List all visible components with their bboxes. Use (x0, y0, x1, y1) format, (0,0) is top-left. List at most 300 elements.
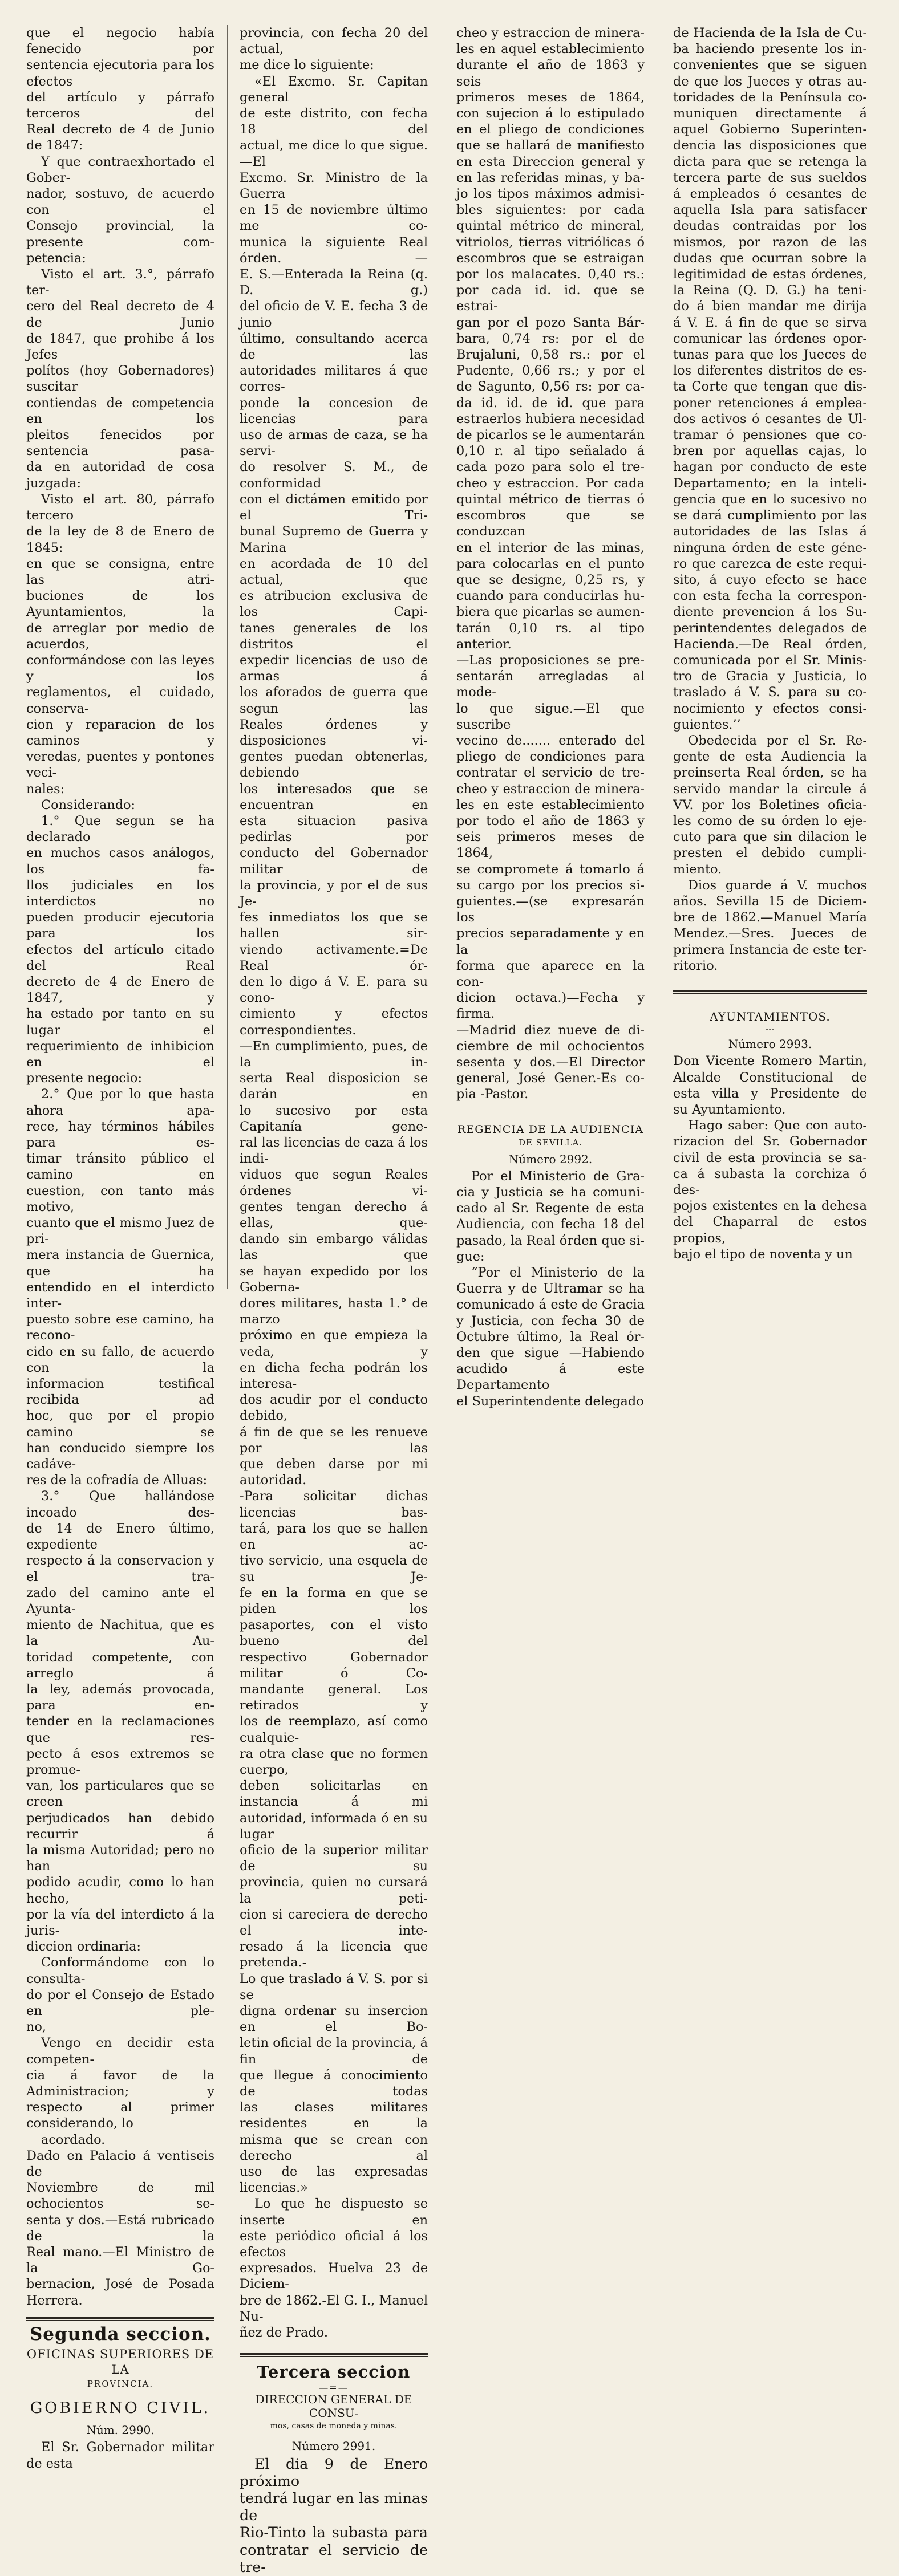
ayuntamiento-text (673, 1053, 867, 1262)
text-line: lo que sigue.—El que suscribe (456, 701, 645, 732)
text-line: tarán 0,10 rs. al tipo anterior. (456, 620, 645, 652)
text-line: 1.° Que segun se ha declarado (26, 813, 214, 845)
text-line: Visto el art. 3.°, párrafo ter- (26, 267, 214, 298)
text-line: viendo activamente.=De Real ór- (240, 942, 428, 973)
text-line: precios separadamente y en la (456, 926, 645, 957)
text-line: les como de su órden lo eje- (673, 813, 867, 828)
text-line: les en aquel establecimiento (456, 42, 645, 57)
text-line: que se hallará de manifiesto (456, 138, 645, 153)
office-heading: OFICINAS SUPERIORES DE LA (26, 2347, 214, 2377)
text-line: Alcalde Constitucional de (673, 1070, 867, 1085)
text-line: expedir licencias de uso de armas á (240, 652, 428, 684)
text-line: efectos del artículo citado del Real (26, 942, 214, 973)
real-orden-text (673, 25, 867, 974)
text-line: sesenta y dos.—El Director (456, 1055, 645, 1070)
text-line: años. Sevilla 15 de Diciem- (673, 893, 867, 909)
column-2 (240, 25, 428, 2576)
subasta-continuation (456, 25, 645, 1103)
text-line: res de la cofradía de Alluas: (26, 1473, 208, 1488)
column-1 (26, 25, 214, 2472)
text-line: pasado, la Real órden que si- (456, 1233, 645, 1248)
text-line: tramar ó pensiones que co- (673, 428, 867, 443)
text-line: 0,10 r. al tipo señalado á (456, 444, 645, 459)
text-line: no, (26, 2020, 47, 2035)
text-line: esta villa y Presidente de (673, 1086, 867, 1101)
text-line: entendido en el interdicto inter- (26, 1279, 214, 1311)
column-rule (227, 25, 228, 1289)
text-line: —Las proposiciones se pre- (456, 652, 645, 668)
text-line: bre de 1862.—Manuel María (673, 910, 867, 925)
text-line: Vengo en decidir esta competen- (26, 2035, 214, 2067)
text-line: la ley, además provocada, para en- (26, 1681, 214, 1713)
direccion-heading-sub: mos, casas de moneda y minas. (270, 2421, 398, 2431)
text-line: á empleados ó cesantes de (673, 186, 867, 202)
text-line: respecto á la conservacion y el tra- (26, 1553, 214, 1584)
text-line: miento. (673, 862, 722, 877)
text-line: ponde la concesion de licencias para (240, 395, 428, 426)
text-line: fe en la forma en que se piden los (240, 1585, 428, 1616)
text-line: da en autoridad de cosa juzgada: (26, 460, 214, 491)
text-line: respecto al primer considerando, lo (26, 2100, 214, 2131)
text-line: viduos que segun Reales órdenes vi- (240, 1167, 428, 1198)
text-line: de este distrito, con fecha 18 del (240, 106, 428, 137)
text-line: autoridades de las Islas á (673, 524, 867, 539)
gobierno-civil-heading: GOBIERNO CIVIL. (30, 2399, 211, 2417)
text-line: con sujecion á lo estipulado (456, 106, 645, 121)
text-line: mandante general. Los retirados y (240, 1681, 428, 1713)
text-line: poner retenciones á emplea- (673, 395, 867, 411)
text-line: que deben darse por mi autoridad. (240, 1457, 428, 1488)
text-line: comunicar las órdenes opor- (673, 331, 867, 346)
text-line: Excmo. Sr. Ministro de la Guerra (240, 170, 428, 202)
text-line: legitimidad de estas órdenes, (673, 267, 867, 282)
text-line: último, consultando acerca de las (240, 331, 428, 363)
text-line: fes inmediatos los que se hallen sir- (240, 910, 428, 941)
text-line: de Saguntо, 0,56 rs: por ca- (456, 379, 645, 395)
text-line: uso de las expresadas licencias.» (240, 2164, 428, 2196)
text-line: ha estado por tanto en su lugar el (26, 1006, 214, 1038)
text-line: pojos existentes en la dehesa (673, 1198, 867, 1214)
direccion-heading: DIRECCION GENERAL DE CONSU- (255, 2392, 412, 2420)
text-line: ta Corte que tengan que dis- (673, 379, 867, 395)
text-line: Por el Ministerio de Gra- (471, 1168, 645, 1184)
text-line: dando sin embargo válidas las que (240, 1232, 428, 1263)
text-line: Conformándome con lo consulta- (26, 1955, 214, 1986)
text-line: respectivo Gobernador militar ó Co- (240, 1649, 428, 1681)
text-line: resado á la licencia que pretenda.- (240, 1939, 428, 1970)
text-line: dores militares, hasta 1.° de marzo (240, 1296, 428, 1327)
text-line: puesto sobre ese camino, ha recono- (26, 1312, 214, 1343)
text-line: traslado á V. S. para su co- (673, 685, 867, 700)
text-line: cheo y estraccion de minera- (456, 26, 645, 40)
text-line: Y que contraexhortado el Gober- (26, 154, 214, 185)
text-line: mera instancia de Guernica, que ha (26, 1248, 214, 1279)
text-line: Guerra y de Ultramar se ha (456, 1281, 645, 1297)
text-line: bajo el tipo de noventa y un (673, 1246, 853, 1262)
text-line: “Por el Ministerio de la (471, 1265, 645, 1281)
text-line: comunicada por el Sr. Minis- (673, 652, 867, 668)
text-line: guientes.’’ (673, 717, 741, 732)
text-line: vecino de....... enterado del (456, 733, 645, 748)
text-line: de la ley de 8 de Enero de 1845: (26, 524, 214, 555)
text-line: autoridades militares á que corres- (240, 363, 428, 395)
text-line: los diferentes distritos de es- (673, 363, 867, 379)
column-4 (673, 25, 867, 1262)
notice-number: Núm. 2990. (86, 2423, 155, 2437)
notice-number: Número 2993. (728, 1037, 812, 1051)
text-line: que llegue á conocimiento de todas (240, 2067, 428, 2099)
text-line: cero del Real decreto de 4 de Junio (26, 299, 214, 330)
text-line: mismos, por razon de las (673, 234, 867, 250)
text-line: bre de 1862.-El G. I., Manuel Nu- (240, 2293, 428, 2324)
text-line: cuanto que el mismo Juez de pri- (26, 1216, 214, 1247)
text-line: —Madrid diez nueve de di- (456, 1022, 645, 1038)
text-line: á V. E. á fin de que se sirva (673, 315, 867, 330)
text-line: cia y Justicia se ha comuni- (456, 1185, 645, 1200)
text-line: en acordada de 10 del actual, que (240, 556, 428, 587)
text-line: tanes generales de los distritos el (240, 620, 428, 652)
text-line: podido acudir, como lo han hecho, (26, 1875, 214, 1906)
text-line: sito, á cuyo efecto se hace (673, 572, 867, 587)
text-line: pecto á esos extremos se promue- (26, 1746, 214, 1777)
text-line: hoc, que por el propio camino se (26, 1408, 214, 1440)
section-title-tercera: Tercera seccion (257, 2362, 411, 2382)
text-line: provincia, quien no cursará la peti- (240, 1875, 428, 1906)
text-line: Lo que he dispuesto se inserte en (240, 2196, 428, 2228)
text-line: cia á favor de la Administracion; y (26, 2067, 214, 2099)
text-line: requerimiento de inhibicion en el (26, 1038, 214, 1070)
text-line: presten el debido cumpli- (673, 846, 867, 861)
text-line: cheo y estraccion. Por cada (456, 476, 645, 491)
text-line: Departamento; en la inteli- (673, 476, 867, 491)
text-line: Considerando: (41, 797, 136, 812)
text-line: VV. por los Boletines oficia- (673, 797, 867, 812)
text-line: en que se consigna, entre las atri- (26, 556, 214, 587)
text-line: primeros meses de 1864, (456, 90, 645, 105)
text-line: decreto de 4 de Enero de 1847, y (26, 974, 214, 1006)
text-line: dicta para que se retenga la (673, 154, 867, 169)
text-line: primera Instancia de este ter- (673, 942, 867, 957)
text-line: diente prevencion á los Su- (673, 604, 867, 620)
text-line: forma que aparece en la con- (456, 958, 645, 989)
text-line: Pudente, 0,66 rs.; y por el (456, 363, 645, 379)
text-line: tendrá lugar en las minas de (240, 2490, 428, 2524)
text-line: por cada id. id. que se estrai- (456, 283, 645, 314)
text-line: Real mano.—El Ministro de la Go- (26, 2245, 214, 2276)
text-line: diccion ordinaria: (26, 1939, 141, 1955)
text-line: Rio-Tinto la subasta para (240, 2524, 428, 2541)
text-line: es atribucion exclusiva de los Capi- (240, 588, 428, 620)
text-line: de arreglar por medio de acuerdos, (26, 620, 214, 652)
text-line: autoridad, informada ó en su lugar (240, 1810, 428, 1842)
text-line: vitriolos, tierras vitriólicas ó (456, 234, 645, 250)
text-line: estraerlos hubiera necesidad (456, 411, 645, 426)
text-line: uso de armas de caza, se ha servi- (240, 428, 428, 459)
text-line: bren por aquellas cajas, lo (673, 444, 867, 459)
text-line: Don Vicente Romero Martin, (673, 1054, 867, 1069)
text-line: los aforados de guerra que segun las (240, 685, 428, 716)
text-line: muniquen directamente á (673, 106, 867, 121)
text-line: se dará cumplimiento por las (673, 508, 867, 523)
text-line: misma que se crean con derecho al (240, 2132, 428, 2163)
text-line: llos judiciales en los interdictos no (26, 877, 214, 909)
text-line: ca á subasta la corchiza ó des- (673, 1166, 867, 1198)
text-line: perjudicados han debido recurrir á (26, 1810, 214, 1842)
text-line: durante el año de 1863 y seis (456, 58, 645, 89)
text-line: ba haciendo presente los in- (673, 42, 867, 57)
text-line: hagan por conducto de este (673, 460, 867, 475)
text-line: quintal métrico de mineral, (456, 218, 645, 234)
text-line: contratar el servicio de tre- (456, 765, 645, 781)
text-line: en esta Direccion general y (456, 154, 645, 169)
text-line: nales: (26, 781, 65, 797)
text-line: bunal Supremo de Guerra y Marina (240, 524, 428, 555)
text-line: pasaportes, con el visto bueno del (240, 1618, 428, 1649)
text-line: Consejo provincial, la presente com- (26, 218, 214, 250)
notice-text: El Sr. Gobernador militar de esta (26, 2440, 214, 2471)
text-line: próximo en que empieza la veda, y (240, 1328, 428, 1359)
text-line: ñez de Prado. (240, 2325, 328, 2341)
text-line: ro que carezca de este requi- (673, 556, 867, 571)
text-line: me dice lo siguiente: (240, 58, 374, 73)
text-line: pleitos fenecidos por sentencia pasa- (26, 428, 214, 459)
text-line: Octubre último, la Real ór- (456, 1329, 645, 1344)
text-line: cuando para conducirlas hu- (456, 588, 645, 604)
text-line: van, los particulares que se creen (26, 1778, 214, 1810)
text-line: Obedecida por el Sr. Re- (688, 733, 867, 748)
notice-number: Número 2992. (508, 1152, 593, 1166)
text-line: deben solicitarlas en instancia á mi (240, 1778, 428, 1810)
text-line: veredas, puentes y pontones veci- (26, 749, 214, 781)
section-divider (26, 2317, 214, 2321)
text-line: tender en la reclamaciones que res- (26, 1714, 214, 1745)
text-line: las clases militares residentes en la (240, 2100, 428, 2131)
text-line: nocimiento y efectos consi- (673, 701, 867, 716)
text-line: toridades de la Península co- (673, 90, 867, 105)
text-line: Hacienda.—De Real órden, (673, 636, 867, 652)
text-line: en el interior de las minas, (456, 540, 645, 555)
text-line: cimiento y efectos correspondientes. (240, 1006, 428, 1038)
text-line: -Para solicitar dichas licencias bas- (240, 1489, 428, 1520)
text-line: bernacion, José de Posada Herrera. (26, 2277, 214, 2308)
text-line: gan por el pozo Santa Bár- (456, 315, 645, 330)
text-line: El dia 9 de Enero próximo (240, 2455, 428, 2489)
text-line: en las referidas minas, y ba- (456, 170, 645, 185)
text-line: su Ayuntamiento. (673, 1102, 786, 1117)
text-line: jo los tipos máximos admisi- (456, 186, 645, 202)
text-line: da id. id. de id. que para (456, 395, 645, 411)
text-line: cion y reparacion de los caminos y (26, 717, 214, 748)
text-line: con el dictámen emitido por el Tri- (240, 491, 428, 523)
text-line: pueden producir ejecutoria para los (26, 910, 214, 941)
text-line: do resolver S. M., de conformidad (240, 460, 428, 491)
text-line: han conducido siempre los cadáve- (26, 1440, 214, 1472)
text-line: ciembre de mil ochocientos (456, 1038, 645, 1054)
text-line: miento de Nachitua, que es la Au- (26, 1618, 214, 1649)
ornament: --- (766, 1024, 775, 1035)
text-line: contiendas de competencia en los (26, 395, 214, 426)
text-line: 3.° Que hallándose incoado des- (26, 1489, 214, 1520)
text-line: y Justicia, con fecha 30 de (456, 1313, 645, 1328)
column-3 (456, 25, 645, 1409)
text-line: conducto del Gobernador militar de (240, 846, 428, 877)
text-line: los de reemplazo, así como cualquie- (240, 1714, 428, 1745)
text-line: Dios guarde á V. muchos (688, 877, 867, 893)
regencia-heading: REGENCIA DE LA AUDIENCIA (457, 1123, 643, 1136)
text-line: Hago saber: Que con auto- (688, 1118, 867, 1133)
text-line: cada pozo para solo el tre- (456, 460, 645, 475)
text-line: de Hacienda de la Isla de Cu- (673, 26, 867, 40)
text-line: general, José Gener.-Es co- (456, 1071, 645, 1086)
text-line: dencia las disposiciones que (673, 138, 867, 153)
text-line: zado del camino ante el Ayunta- (26, 1585, 214, 1616)
section-divider (240, 2353, 428, 2357)
text-line: Lo que traslado á V. S. por si se (240, 1971, 428, 2002)
text-line: provincia, con fecha 20 del actual, (240, 26, 428, 57)
subasta-text (240, 2456, 428, 2576)
text-line: comunicado á este de Gracia (456, 1297, 645, 1313)
text-line: perintendentes delegados de (673, 620, 867, 636)
text-line: tará, para los que se hallen en ac- (240, 1521, 428, 1553)
text-line: civil de esta provincia se sa- (673, 1150, 867, 1165)
text-line: den que sigue —Habiendo (456, 1346, 645, 1361)
decree-text (26, 25, 214, 2309)
section-title-segunda: Segunda seccion. (29, 2323, 212, 2345)
text-line: reglamentos, el cuidado, conserva- (26, 685, 214, 716)
text-line: bara, 0,74 rs: por el de (456, 331, 645, 346)
text-line: senta y dos.—Está rubricado de la (26, 2212, 214, 2244)
text-line: Mendez.—Sres. Jueces de (673, 926, 867, 941)
text-line: gente de esta Audiencia la (673, 749, 867, 765)
text-line: tro de Gracia y Justicia, lo (673, 669, 867, 684)
text-line: Reales órdenes y disposiciones vi- (240, 717, 428, 748)
text-line: para colocarlas en el punto (456, 556, 645, 571)
text-line: petencia: (26, 250, 86, 266)
text-line: escombros que se estraigan (456, 250, 645, 266)
text-line: les en este establecimiento (456, 797, 645, 812)
text-line: del Chaparral de estos propios, (673, 1214, 867, 1246)
text-line: cheo y estraccion de minera- (456, 781, 645, 797)
text-line: pliego de condiciones para (456, 749, 645, 765)
notice-number: Número 2991. (291, 2439, 376, 2453)
text-line: con esta fecha la correspon- (673, 588, 867, 604)
text-line: Visto el art. 80, párrafo tercero (26, 491, 214, 523)
text-line: do á bien mandar me dirija (673, 299, 867, 314)
text-line: seis primeros meses de 1864, (456, 830, 645, 861)
text-line: acudido á este Departamento (456, 1362, 645, 1393)
text-line: contratar el servicio de tre- (240, 2541, 428, 2575)
text-line: la misma Autoridad; pero no han (26, 1842, 214, 1874)
text-line: cion si careciera de derecho el inte- (240, 1907, 428, 1938)
text-line: este periódico oficial á los efectos (240, 2228, 428, 2260)
text-line: Dado en Palacio á ventiseis de (26, 2148, 214, 2180)
regencia-text (456, 1168, 645, 1409)
text-line: á fin de que se les renueve por las (240, 1424, 428, 1456)
text-line: que se designe, 0,25 rs, y (456, 572, 645, 587)
text-line: conformándose con las leyes y los (26, 652, 214, 684)
text-line: Audiencia, con fecha 18 del (456, 1217, 645, 1232)
text-line: se hayan expedido por los Goberna- (240, 1263, 428, 1295)
text-line: tercera parte de sus sueldos (673, 170, 867, 185)
text-line: nador, sostuvo, de acuerdo con el (26, 186, 214, 218)
text-line: rizacion del Sr. Gobernador (673, 1134, 867, 1149)
military-notice-text (240, 25, 428, 2341)
section-divider (673, 990, 867, 994)
text-line: biera que picarlas se aumen- (456, 604, 645, 620)
text-line: Noviembre de mil ochocientos se- (26, 2180, 214, 2212)
office-heading-sub: PROVINCIA. (87, 2379, 154, 2390)
text-line: la Reina (Q. D. G.) ha teni- (673, 283, 867, 298)
regencia-heading-sub: DE SEVILLA. (518, 1137, 583, 1148)
text-line: en el pliego de condiciones (456, 122, 645, 137)
text-line: sentencia ejecutoria para los efectos (26, 58, 214, 89)
text-line: tivo servicio, una esquela de su Je- (240, 1553, 428, 1584)
text-line: de 1847, que prohibe á los Jefes (26, 331, 214, 363)
text-line: aquella Isla para satisfacer (673, 202, 867, 218)
text-line: del artículo y párrafo terceros del (26, 90, 214, 121)
text-line: del oficio de V. E. fecha 3 de junio (240, 299, 428, 330)
text-line: dudas que ocurran sobre la (673, 250, 867, 266)
text-line: gentes puedan obtenerlas, debiendo (240, 749, 428, 781)
text-line: aquel Gobierno Superinten- (673, 122, 867, 137)
text-line: acordado. (41, 2132, 106, 2147)
text-line: guientes.—(se expresarán los (456, 893, 645, 925)
text-line: den lo digo á V. E. para su cono- (240, 974, 428, 1006)
text-line: lo sucesivo por esta Capitanía gene- (240, 1103, 428, 1134)
ayuntamientos-heading: AYUNTAMIENTOS. (710, 1009, 831, 1023)
text-line: timar tránsito público el camino en (26, 1151, 214, 1183)
text-line: Brujaluni, 0,58 rs.: por el (456, 347, 645, 363)
text-line: que el negocio había fenecido por (26, 26, 214, 57)
text-line: cuto para que sin dilacion le (673, 830, 867, 845)
text-line: dicion octava.)—Fecha y firma. (456, 990, 645, 1022)
text-line: cido en su fallo, de acuerdo con la (26, 1344, 214, 1375)
text-line: escombros que se conduzcan (456, 508, 645, 539)
text-line: se compromete á tomarlo á (456, 862, 645, 877)
text-line: por todo el año de 1863 y (456, 813, 645, 828)
text-line: ra otra clase que no formen cuerpo, (240, 1746, 428, 1777)
text-line: bles siguientes: por cada (456, 202, 645, 218)
text-line: presente negocio: (26, 1071, 143, 1086)
ornament: —=— (319, 2382, 349, 2394)
text-line: esta situacion pasiva pedirlas por (240, 813, 428, 845)
text-line: por la vía del interdicto á la juris- (26, 1907, 214, 1938)
text-line: de 14 de Enero último, expediente (26, 1521, 214, 1553)
text-line: cado al Sr. Regente de esta (456, 1201, 645, 1216)
text-line: serta Real disposicion se darán en (240, 1071, 428, 1102)
text-line: sentarán arregladas al mode- (456, 669, 645, 700)
text-line: rece, hay términos hábiles para es- (26, 1119, 214, 1151)
text-line: Real decreto de 4 de Junio de 1847: (26, 122, 214, 153)
text-line: cuestion, con tanto más motivo, (26, 1183, 214, 1214)
text-line: oficio de la superior militar de su (240, 1842, 428, 1874)
text-line: convenientes que se siguen (673, 58, 867, 73)
text-line: en 15 de noviembre último me co- (240, 202, 428, 234)
text-line: expresados. Huelva 23 de Diciem- (240, 2261, 428, 2292)
text-line: munica la siguiente Real órden. — (240, 234, 428, 266)
text-line: gue: (456, 1249, 485, 1264)
text-line: ritorio. (673, 958, 718, 973)
text-line: deudas contraidas por los (673, 218, 867, 234)
text-line: por los malacates. 0,40 rs.: (456, 267, 645, 282)
text-line: informacion testifical recibida ad (26, 1376, 214, 1408)
text-line: do por el Consejo de Estado en ple- (26, 1987, 214, 2018)
text-line: dos acudir por el conducto debido, (240, 1392, 428, 1424)
text-line: gentes tengan derecho á ellas, que- (240, 1199, 428, 1231)
text-line: pia -Pastor. (456, 1087, 529, 1102)
text-line: tunas para que los Jueces de (673, 347, 867, 363)
text-line: E. S.—Enterada la Reina (q. D. g.) (240, 267, 428, 298)
